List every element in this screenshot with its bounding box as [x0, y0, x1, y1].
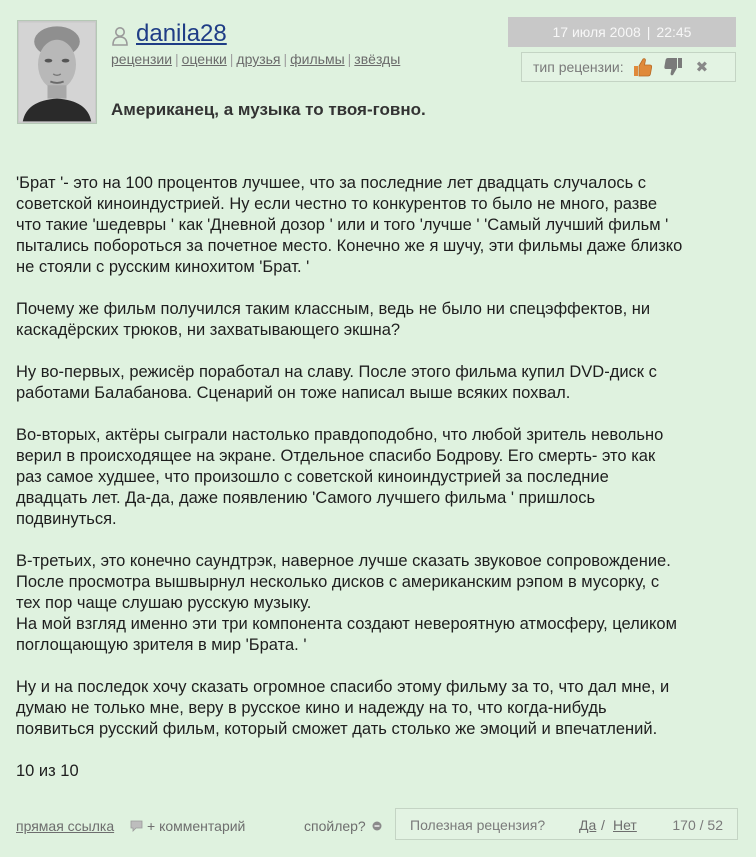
- add-comment-link[interactable]: + комментарий: [147, 818, 246, 834]
- review-line: На мой взгляд именно эти три компонента создают невероятную атмосферу, целиком: [16, 615, 677, 633]
- spoiler-toggle-icon[interactable]: [372, 821, 382, 831]
- review-paragraph: [16, 173, 746, 278]
- review-title: Американец, а музыка то твоя-говно.: [111, 100, 426, 119]
- review-footer: [0, 808, 756, 844]
- review-body: [16, 173, 746, 803]
- useful-yes-link[interactable]: Да: [579, 817, 597, 833]
- review-paragraph: [16, 551, 746, 656]
- user-nav: [111, 50, 400, 68]
- review-line: поглощающую зрителя в мир 'Брата. ': [16, 636, 307, 654]
- review-line: появиться русский фильм, который сможет дать столько же эмоций и впечатлений.: [16, 720, 658, 738]
- review-date-time: 22:45: [656, 24, 692, 40]
- review-paragraph: [16, 425, 746, 530]
- useful-review-box: [395, 808, 738, 840]
- review-line: 'Брат '- это на 100 процентов лучшее, что за последние лет двадцать случалось с: [16, 174, 647, 192]
- useful-question: Полезная рецензия?: [410, 817, 546, 833]
- user-nav-reviews[interactable]: рецензии: [111, 51, 173, 67]
- nav-separator: |: [175, 51, 179, 67]
- nav-separator: |: [283, 51, 288, 67]
- review-paragraph: [16, 761, 746, 782]
- review-line: 10 из 10: [16, 762, 79, 780]
- user-nav-ratings[interactable]: оценки: [181, 51, 227, 67]
- review-line: Почему же фильм получился таким классным, ведь не было ни спецэффектов, ни: [16, 300, 651, 318]
- useful-vote-count: 170 / 52: [672, 817, 723, 833]
- nav-separator: |: [347, 51, 352, 67]
- review-paragraph: [16, 299, 746, 341]
- review-type-box: [521, 52, 736, 82]
- review-line: двадцать лет. Да-да, даже появлению 'Самого лучшего фильма ' пришлось: [16, 489, 596, 507]
- user-nav-films[interactable]: фильмы: [290, 51, 345, 67]
- avatar[interactable]: [17, 20, 97, 124]
- avatar-photo: [19, 22, 95, 122]
- permalink[interactable]: прямая ссылка: [16, 818, 115, 834]
- spoiler-toggle[interactable]: спойлер?: [304, 818, 366, 834]
- review-line: пытались побороться за почетное место. Конечно же я шучу, эти фильмы даже близко: [16, 237, 683, 255]
- review-line: тех пор чаще слушаю русскую музыку.: [16, 594, 312, 612]
- review-line: каскадёрских трюков, ни захватывающего экшна?: [16, 321, 401, 339]
- useful-separator: /: [601, 817, 605, 833]
- nav-separator: |: [229, 51, 234, 67]
- review-type-label: тип рецензии:: [533, 59, 624, 75]
- user-nav-stars[interactable]: звёзды: [354, 51, 401, 67]
- review-line: Во-вторых, актёры сыграли настолько правдоподобно, что любой зритель невольно: [16, 426, 664, 444]
- review-line: работами Балабанова. Сценарий он тоже написал выше всяких похвал.: [16, 384, 571, 402]
- useful-no-link[interactable]: Нет: [613, 817, 637, 833]
- review-date: [508, 17, 736, 47]
- user-icon: [111, 26, 129, 46]
- review-paragraph: [16, 677, 746, 740]
- review-line: Ну во-первых, режисёр поработал на славу. После этого фильма купил DVD-диск с: [16, 363, 657, 381]
- user-nav-friends[interactable]: друзья: [236, 51, 281, 67]
- review-line: не стояли с русским кинохитом 'Брат. ': [16, 258, 310, 276]
- thumbs-up-icon[interactable]: [632, 56, 654, 78]
- review-line: После просмотра вышвырнул несколько дисков с американским рэпом в мусорку, с: [16, 573, 660, 591]
- review-paragraph: [16, 362, 746, 404]
- review-line: раз самое худшее, что произошло с советской киноиндустрией за последние: [16, 468, 609, 486]
- review-line: В-третьих, это конечно саундтрэк, наверное лучше сказать звуковое сопровождение.: [16, 552, 671, 570]
- close-icon[interactable]: ✖: [695, 59, 709, 76]
- review-line: думаю не только мне, веру в русское кино и надежду на то, что когда-нибудь: [16, 699, 607, 717]
- review-line: советской киноиндустрией. Ну если честно то конкурентов то было не много, разве: [16, 195, 658, 213]
- review-date-day: 17 июля 2008: [552, 24, 641, 40]
- review-line: верил в происходящее на экране. Отдельное спасибо Бодрову. Его смерть- это как: [16, 447, 656, 465]
- review-line: подвинуться.: [16, 510, 117, 528]
- review-line: Ну и на последок хочу сказать огромное спасибо этому фильму за то, что дал мне, и: [16, 678, 670, 696]
- review-line: что такие 'шедевры ' как 'Дневной дозор ' или и того 'лучше ' 'Самый лучший фильм ': [16, 216, 669, 234]
- review-date-separator: |: [646, 24, 651, 40]
- username-link[interactable]: danila28: [136, 20, 227, 47]
- comment-icon: [130, 820, 143, 832]
- thumbs-down-icon[interactable]: [662, 56, 684, 78]
